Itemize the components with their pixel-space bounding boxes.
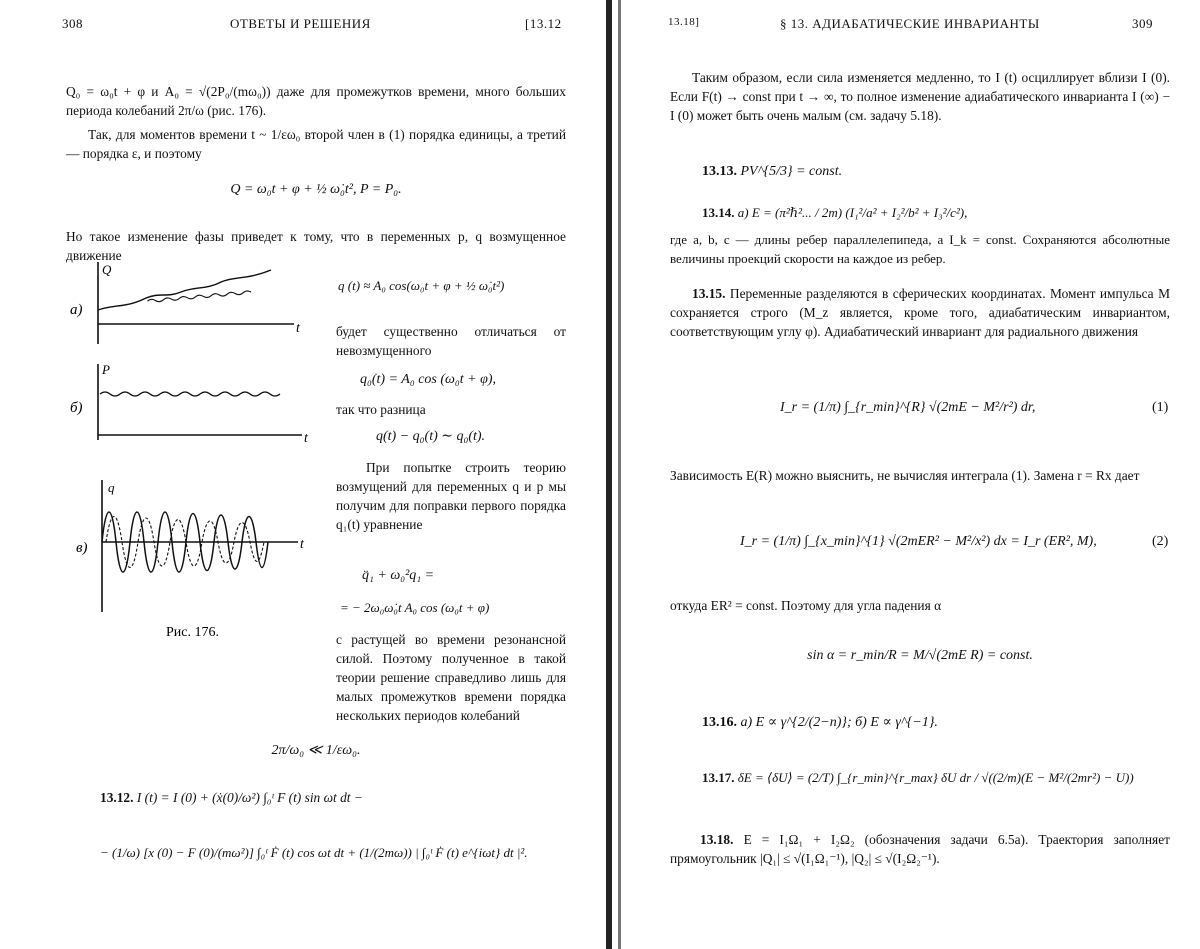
eq-diff: q(t) − q₀(t) ∼ q₀(t).	[376, 429, 486, 444]
answer-13-12-line-1	[100, 790, 363, 806]
answer-13-15-text: Переменные разделяются в сферических координатах. Момент импульса M сохраняется строго (M_z является, кроме того, адиабатическим инвариантом, соответствующим углу φ). Адиабатический инвариант для радиального движения	[670, 286, 1170, 339]
eq-q: q (t) ≈ A₀ cos(ω₀t + φ + ½ ω̇₀t²)	[338, 278, 505, 293]
eq-2: I_r = (1/π) ∫_{x_min}^{1} √(2mER² − M²/x²) dx = I_r (ER², M),	[740, 534, 1097, 549]
answer-13-17	[702, 770, 1134, 786]
answer-13-14-eq: а) E = (π²ℏ²... / 2m) (I₁²/a² + I₂²/b² + I₃²/c²),	[737, 205, 968, 220]
eq-cond: 2π/ω₀ ≪ 1/εω₀.	[271, 743, 361, 758]
eq-q0: q₀(t) = A₀ cos (ω₀t + φ),	[360, 372, 497, 387]
answer-13-15	[670, 284, 1170, 341]
answer-13-13-text: PV^{5/3} = const.	[740, 164, 843, 179]
left-page	[0, 0, 598, 949]
answer-13-16	[702, 714, 938, 731]
panel-c-label: в)	[76, 540, 88, 556]
section-ref-right: 13.18]	[668, 16, 700, 28]
panel-c	[76, 480, 305, 612]
axis-t-label-b: t	[304, 431, 308, 446]
right-para-1: Таким образом, если сила изменяется медленно, то I (t) осциллирует вблизи I (0). Если F(t) → const при t → ∞, то полное изменение адиабатического инварианта I (∞) − I (0) может быть очень малым (см. задачу 5.18).	[670, 70, 1170, 123]
figure-176	[66, 252, 328, 652]
left-para-7: с растущей во времени резонансной силой. Поэтому полученное в такой теории решение справедливо лишь для малых промежутков времени порядка нескольких периодов колебаний	[336, 632, 566, 723]
book-gutter	[598, 0, 640, 949]
gutter-shadow	[606, 0, 612, 949]
left-para-2: Так, для моментов времени t ~ 1/εω₀ второй член в (1) порядка единицы, а третий — порядка ε, и поэтому	[66, 127, 566, 161]
eq-Q: Q = ω₀t + φ + ½ ω̇₀t², P = P₀.	[230, 182, 402, 197]
panel-b	[70, 362, 309, 446]
answer-13-18	[670, 830, 1170, 868]
right-page	[640, 0, 1200, 949]
answer-13-16-text: а) E ∝ γ^{2/(2−n)}; б) E ∝ γ^{−1}.	[740, 715, 938, 730]
axis-t-label-a: t	[296, 321, 300, 336]
axis-q-label: q	[108, 480, 115, 495]
answer-13-16-number: 13.16.	[702, 715, 737, 730]
answer-13-15-number: 13.15.	[692, 286, 726, 301]
answer-13-14-number: 13.14.	[702, 205, 735, 220]
answer-13-18-text: E = I₁Ω₁ + I₂Ω₂ (обозначения задачи 6.5а). Траектория заполняет прямоугольник |Q₁| ≤ √(I₁Ω₁⁻¹), |Q₂| ≤ √(I₂Ω₂⁻¹).	[670, 832, 1170, 866]
eq-13-12-a: I (t) = I (0) + (ẋ(0)/ω²) ∫₀ᵗ F (t) sin ωt dt −	[136, 790, 363, 805]
page-number-right: 309	[1132, 16, 1153, 31]
panel-a	[70, 262, 301, 344]
answer-13-18-number: 13.18.	[700, 832, 734, 847]
left-para-6: При попытке строить теорию возмущений для переменных q и p мы получим для поправки первого порядка q₁(t) уравнение	[336, 460, 566, 532]
eq-1-tag: (1)	[1152, 400, 1169, 415]
running-title-left: ОТВЕТЫ И РЕШЕНИЯ	[230, 16, 371, 31]
axis-t-label-c: t	[300, 537, 304, 552]
eq-q1b: = − 2ω₀ω̇₀t A₀ cos (ω₀t + φ)	[340, 600, 490, 615]
right-para-2: Зависимость E(R) можно выяснить, не вычисляя интеграла (1). Замена r = Rx дает	[670, 468, 1140, 483]
answer-13-14-text: где a, b, c — длины ребер параллелепипеда, а I_k = const. Сохраняются абсолютные величины проекций скорости на каждое из ребер.	[670, 232, 1170, 266]
left-para-1: Q₀ = ω₀t + φ и A₀ = √(2P₀/(mω₀)) даже для промежутков времени, много больших периода колебаний 2π/ω (рис. 176).	[66, 84, 566, 118]
running-title-right: § 13. АДИАБАТИЧЕСКИЕ ИНВАРИАНТЫ	[780, 16, 1040, 31]
right-para-3: откуда ER² = const. Поэтому для угла падения α	[670, 598, 942, 613]
left-para-3: Но такое изменение фазы приведет к тому, что в переменных p, q возмущенное движение	[66, 229, 566, 263]
eq-3: sin α = r_min/R = M/√(2mE R) = const.	[807, 648, 1033, 663]
axis-Q-label: Q	[102, 262, 112, 277]
answer-13-12-number: 13.12.	[100, 790, 134, 805]
answer-13-14-eq-line	[702, 205, 967, 221]
left-para-5: так что разница	[336, 402, 426, 417]
panel-a-label: а)	[70, 302, 83, 318]
section-ref-left: [13.12	[525, 16, 562, 31]
answer-13-17-number: 13.17.	[702, 770, 735, 785]
panel-b-label: б)	[70, 400, 83, 416]
left-para-4: будет существенно отличаться от невозмущенного	[336, 324, 566, 358]
page-number-left: 308	[62, 16, 83, 31]
gutter-line	[618, 0, 621, 949]
axis-P-label: P	[102, 362, 110, 377]
eq-1: I_r = (1/π) ∫_{r_min}^{R} √(2mE − M²/r²) dr,	[780, 400, 1036, 415]
answer-13-17-text: δE = ⟨δU⟩ = (2/T) ∫_{r_min}^{r_max} δU dr / √((2/m)(E − M²/(2mr²) − U))	[737, 770, 1134, 785]
eq-q1a: q̈₁ + ω₀²q₁ =	[362, 568, 435, 583]
eq-13-12-b: − (1/ω) [x (0) − F (0)/(mω²)] ∫₀ᵗ Ḟ (t) cos ωt dt + (1/(2mω)) | ∫₀ᵗ Ḟ (t) e^{iωt} dt |².	[100, 845, 528, 860]
answer-13-13-number: 13.13.	[702, 164, 737, 179]
eq-2-tag: (2)	[1152, 534, 1169, 549]
figure-caption: Рис. 176.	[166, 625, 219, 640]
answer-13-13	[702, 164, 842, 180]
